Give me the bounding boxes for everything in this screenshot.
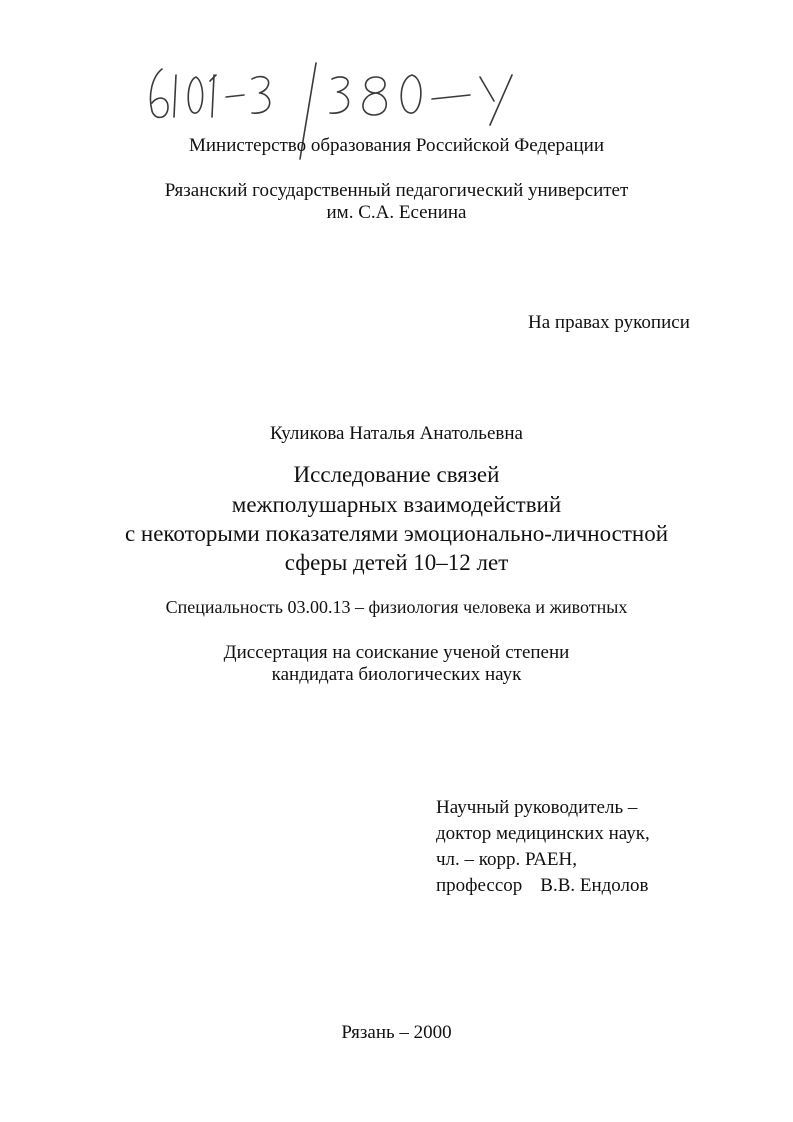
university-named-after: им. С.А. Есенина: [326, 202, 467, 223]
manuscript-rights-note: На правах рукописи: [528, 312, 690, 333]
dissertation-degree-line-2: кандидата биологических наук: [271, 664, 522, 685]
university-name: Рязанский государственный педагогический университет: [164, 180, 629, 201]
supervisor-line-3: чл. – корр. РАЕН,: [436, 849, 577, 870]
specialty: Специальность 03.00.13 – физиология человека и животных: [165, 597, 628, 617]
title-line-3: с некоторыми показателями эмоционально-личностной: [124, 521, 669, 546]
dissertation-degree-line-1: Диссертация на соискание ученой степени: [223, 642, 570, 663]
title-line-4: сферы детей 10–12 лет: [284, 550, 509, 575]
supervisor-line-4: [436, 873, 650, 899]
ministry-name: Министерство образования Российской Федерации: [189, 135, 604, 156]
city-year: Рязань – 2000: [341, 1022, 452, 1043]
supervisor-line-1: Научный руководитель –: [436, 797, 638, 818]
supervisor-line-2: доктор медицинских наук,: [436, 823, 650, 844]
author-name: Куликова Наталья Анатольевна: [270, 423, 523, 444]
scientific-supervisor-block: [436, 795, 650, 899]
supervisor-name: В.В. Ендолов: [540, 875, 649, 896]
title-line-2: межполушарных взаимодействий: [231, 492, 562, 517]
title-line-1: Исследование связей: [293, 462, 500, 487]
supervisor-title: профессор: [436, 875, 523, 896]
